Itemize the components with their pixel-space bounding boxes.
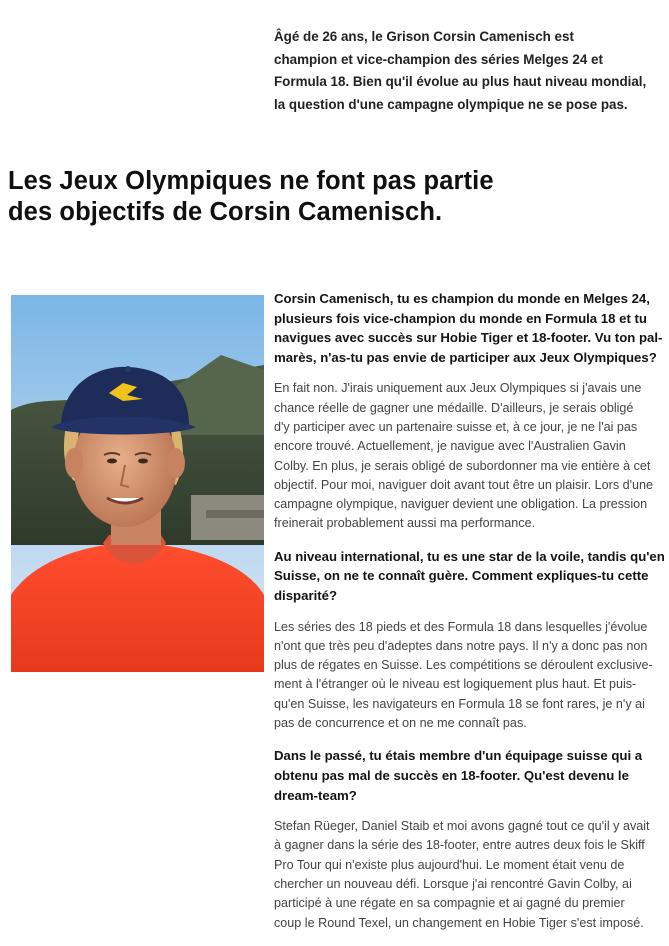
answer-line: chance réelle de gagner une médaille. D'ailleurs, je serais obligé bbox=[274, 400, 634, 415]
question-line: Suisse, on ne te connaît guère. Comment expliques-tu cette bbox=[274, 568, 649, 584]
article-headline bbox=[8, 166, 608, 228]
answer-line: pas de concurrence et on ne me connaît pas. bbox=[274, 716, 527, 731]
question-line: Corsin Camenisch, tu es champion du monde en Melges 24, bbox=[274, 291, 650, 306]
headline-line: Les Jeux Olympiques ne font pas partie bbox=[8, 167, 494, 195]
answer-line: participé à une régate en sa compagnie et ai gagné du premier bbox=[274, 896, 625, 911]
answer-line: plus de régates en Suisse. Les compétitions se déroulent exclusive- bbox=[274, 658, 653, 673]
answer-paragraph bbox=[274, 379, 666, 533]
answer-line: encore trouvé. Actuellement, je navigue avec l'Australien Gavin bbox=[274, 439, 626, 454]
answer-line: En fait non. J'irais uniquement aux Jeux Olympiques si j'avais une bbox=[274, 381, 642, 396]
answer-line: Pro Tour qui n'existe plus aujourd'hui. Le moment était venu de bbox=[274, 857, 625, 872]
question-paragraph bbox=[274, 746, 666, 805]
answer-line: n'ont que très peu d'adeptes dans notre pays. Il n'y a donc pas non bbox=[274, 638, 648, 653]
portrait-photo bbox=[11, 295, 264, 672]
answer-line: coup le Round Texel, un changement en Hobie Tiger s'est imposé. bbox=[274, 915, 644, 930]
intro-line: Âgé de 26 ans, le Grison Corsin Camenisch est bbox=[274, 29, 574, 44]
intro-lead bbox=[274, 26, 664, 116]
question-line: marès, n'as-tu pas envie de participer aux Jeux Olympiques? bbox=[274, 349, 657, 365]
answer-line: chercher un nouveau défi. Lorsque j'ai rencontré Gavin Colby, ai bbox=[274, 876, 632, 891]
question-paragraph bbox=[274, 547, 666, 606]
answer-line: Les séries des 18 pieds et des Formula 18 dans lesquelles j'évolue bbox=[274, 619, 648, 634]
answer-line: Stefan Rüeger, Daniel Staib et moi avons gagné tout ce qu'il y avait bbox=[274, 819, 650, 834]
answer-line: ment à l'étranger où le niveau est logiquement plus haut. Et puis- bbox=[274, 677, 637, 692]
answer-paragraph bbox=[274, 817, 666, 933]
answer-line: à gagner dans la série des 18-footer, entre autres deux fois le Skiff bbox=[274, 838, 645, 853]
question-line: dream-team? bbox=[274, 787, 357, 803]
answer-paragraph bbox=[274, 618, 666, 734]
answer-line: Colby. En plus, je serais obligé de subordonner ma vie entière à cet bbox=[274, 458, 651, 473]
intro-line: champion et vice-champion des séries Melges 24 et bbox=[274, 51, 603, 67]
answer-line: d'y participer avec un partenaire suisse et, à ce jour, je ne l'ai pas bbox=[274, 419, 638, 434]
answer-line: objectif. Pour moi, naviguer doit avant tout être un plaisir. Lors d'une bbox=[274, 477, 654, 492]
question-line: obtenu pas mal de succès en 18-footer. Qu'est devenu le bbox=[274, 767, 629, 783]
question-paragraph bbox=[274, 289, 666, 367]
question-line: navigues avec succès sur Hobie Tiger et 18-footer. Vu ton pal- bbox=[274, 330, 663, 346]
answer-line: qu'en Suisse, les navigateurs en Formula 18 se font rares, je n'y ai bbox=[274, 696, 645, 711]
question-line: plusieurs fois vice-champion du monde en Formula 18 et tu bbox=[274, 310, 647, 326]
interview-body bbox=[274, 289, 666, 946]
headline-line: des objectifs de Corsin Camenisch. bbox=[8, 198, 443, 226]
answer-line: campagne olympique, naviguer devient une obligation. La pression bbox=[274, 497, 648, 512]
answer-line: freinerait probablement aussi ma performance. bbox=[274, 516, 536, 531]
intro-line: la question d'une campagne olympique ne se pose pas. bbox=[274, 96, 628, 112]
question-line: Au niveau international, tu es une star de la voile, tandis qu'en bbox=[274, 548, 665, 564]
question-line: Dans le passé, tu étais membre d'un équipage suisse qui a bbox=[274, 748, 643, 764]
question-line: disparité? bbox=[274, 587, 338, 603]
intro-line: Formula 18. Bien qu'il évolue au plus haut niveau mondial, bbox=[274, 74, 647, 89]
